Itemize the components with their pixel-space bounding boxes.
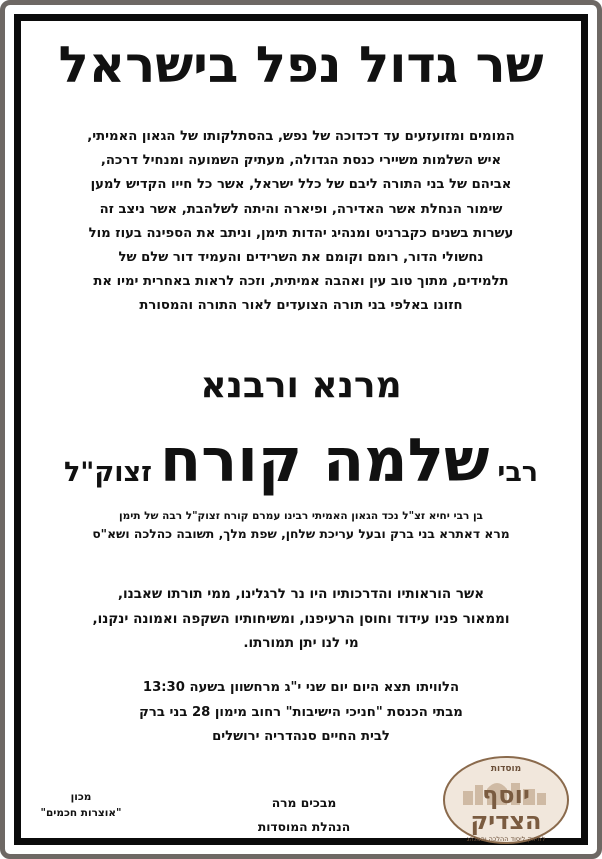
rabbi-name: שלמה קורח: [159, 426, 490, 496]
rabbi-name-line: [21, 425, 581, 497]
logo-name-line1: יוסף: [482, 781, 530, 809]
credit-line: "אוצרות חכמים": [40, 807, 122, 819]
mourners-line: הנהלת המוסדות: [257, 820, 351, 834]
notice-border: [14, 14, 588, 845]
intro-line: נחשולי הדור, רומם וקומם את השרידים והעמיד דור שלם של: [118, 250, 484, 266]
honorific-heading: מרנא ורבנא: [200, 365, 402, 406]
mourners-signature: [191, 791, 417, 839]
funeral-line: מבתי הכנסת "חניכי הישיבות" רחוב מימון 28 בני ברק: [139, 704, 463, 720]
intro-paragraph: [43, 125, 559, 319]
intro-line: המומים ומזועזעים עד דכדוכה של נפש, בהסתלקותו של הגאון האמיתי,: [87, 129, 515, 144]
credit-line: מכון: [70, 791, 92, 803]
funeral-line: לבית החיים סנהדריה ירושלים: [212, 729, 390, 745]
funeral-details: [21, 676, 581, 750]
jerusalem-skyline-seal-icon: [441, 755, 571, 847]
institute-credit: [27, 789, 135, 821]
tribute-line: מי לנו יתן תמורתו.: [243, 635, 359, 652]
intro-line: עשרות בשנים כקברניט ומנהיג יהדות תימן, וניתב את הספינה בעוז מול: [88, 225, 514, 241]
tribute-line: וממאור פניו עידוד וחוסן הרעיפנו, ומשיחותיו השקפה ואמונה ינקנו,: [92, 610, 510, 627]
funeral-line: הלוויתו תצא היום יום שני י"ג מרחשוון בשעה 13:30: [142, 680, 460, 695]
intro-line: שימור הנחלת אשר האדירה, ופיארה והיתה לשלהבת, אשר ניצב זה: [99, 201, 503, 217]
intro-line: איש השלמות משיירי כנסת הגדולה, מעתיק השמועה ומנחיל דרכה,: [100, 153, 502, 169]
tribute-line: אשר הוראותיו והדרכותיו היו נר לרגלינו, ממי תורתו שאבנו,: [117, 586, 485, 602]
lineage-line: בן רבי יחיא זצ"ל נכד הגאון האמיתי רבינו עמרם קורח זצוק"ל רבה של תימן: [119, 510, 483, 522]
logo-top-text: מוסדות: [490, 764, 522, 774]
logo-name-line2: הצדיק: [470, 807, 542, 835]
institutions-logo: [441, 755, 571, 847]
name-prefix: רבי: [497, 457, 539, 488]
titles-line: מרא דאתרא בני ברק ובעל עריכת שלחן, שפת מלך, תשובה כהלכה ושא"ס: [92, 527, 510, 541]
logo-tagline: לחיזוק ליסוד ההלכה והמנהג: [466, 835, 546, 843]
mourners-line: מבכים מרה: [271, 796, 337, 810]
tribute-paragraph: [21, 582, 581, 656]
intro-line: אביהם של בני התורה ליבם של כלל ישראל, אשר כל חייו הקדיש למען: [90, 177, 512, 193]
intro-line: תלמידים, מתוך טוב עין ואהבה אמיתית, וזכה לראות באחרית ימיו את: [93, 274, 509, 290]
intro-line: חזונו באלפי בני תורה הצועדים לאור התורה והמסורת: [139, 298, 463, 314]
name-suffix: זצוק"ל: [63, 457, 152, 488]
headline: שר גדול נפל בישראל: [58, 36, 544, 94]
